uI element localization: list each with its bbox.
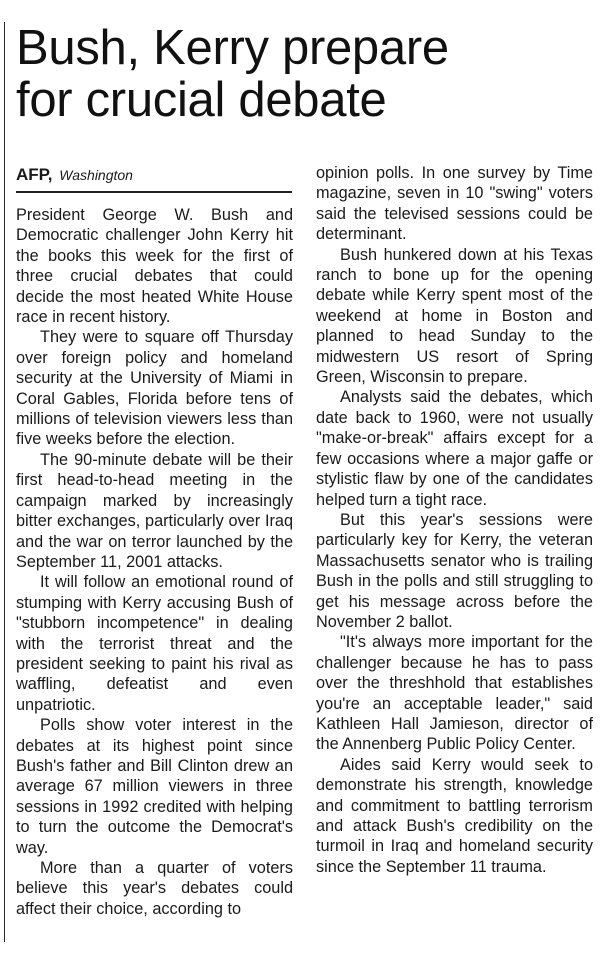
- article-paragraph: More than a quarter of voters believe this year's debates could affect their choice, according to: [16, 859, 293, 918]
- headline: [16, 22, 606, 126]
- article-paragraph: President George W. Bush and Democratic challenger John Kerry hit the books this week for the first of three crucial debates that could decide the most heated White House race in recent history.: [16, 206, 293, 327]
- headline-line-1: Bush, Kerry prepare: [16, 21, 449, 75]
- headline-line-2: for crucial debate: [16, 73, 387, 127]
- article-paragraph: It will follow an emotional round of stumping with Kerry accusing Bush of "stubborn incompetence" in dealing with the terrorist threat and the president seeking to paint his rival as waffling, defeatist and even unpatriotic.: [16, 573, 293, 714]
- article-paragraph: Aides said Kerry would seek to demonstrate his strength, knowledge and commitment to battling terrorism and attack Bush's credibility on the turmoil in Iraq and homeland security since the September 11 trauma.: [316, 755, 593, 876]
- article-paragraph: They were to square off Thursday over foreign policy and homeland security at the University of Miami in Coral Gables, Florida before tens of millions of television viewers less than five weeks before the election.: [16, 328, 293, 449]
- article-column-left: [16, 205, 293, 919]
- article-paragraph: The 90-minute debate will be their first head-to-head meeting in the campaign marked by increasingly bitter exchanges, particularly over Iraq and the war on terror launched by the September 11, 2001 attacks.: [16, 450, 293, 571]
- article-paragraph: But this year's sessions were particularly key for Kerry, the veteran Massachusetts senator who is trailing Bush in the polls and still struggling to get his message across before the November 2 ballot.: [316, 510, 593, 631]
- byline-source: AFP,: [16, 165, 53, 184]
- article-paragraph: Analysts said the debates, which date back to 1960, were not usually "make-or-break" affairs except for a few occasions where a major gaffe or stylistic flaw by one of the candidates helped turn a tight race.: [316, 388, 593, 509]
- article-column-right: [316, 163, 593, 877]
- left-column-rule: [4, 22, 5, 942]
- article-paragraph: opinion polls. In one survey by Time magazine, seven in 10 "swing" voters said the televised sessions could be determinant.: [316, 164, 593, 244]
- article-paragraph: "It's always more important for the challenger because he has to pass over the threshhold that establishes you're an acceptable leader," said Kathleen Hall Jamieson, director of the Annenberg Public Policy Center.: [316, 633, 593, 754]
- article-paragraph: Bush hunkered down at his Texas ranch to bone up for the opening debate while Kerry spent most of the weekend at home in Boston and planned to head Sunday to the midwestern US resort of Spring Green, Wisconsin to prepare.: [316, 245, 593, 387]
- byline-rule: [16, 191, 292, 193]
- byline: [16, 165, 133, 185]
- byline-location: Washington: [59, 167, 133, 183]
- article-paragraph: Polls show voter interest in the debates at its highest point since Bush's father and Bill Clinton drew an average 67 million viewers in three sessions in 1992 credited with helping to turn the outcome the Democrat's way.: [16, 716, 293, 857]
